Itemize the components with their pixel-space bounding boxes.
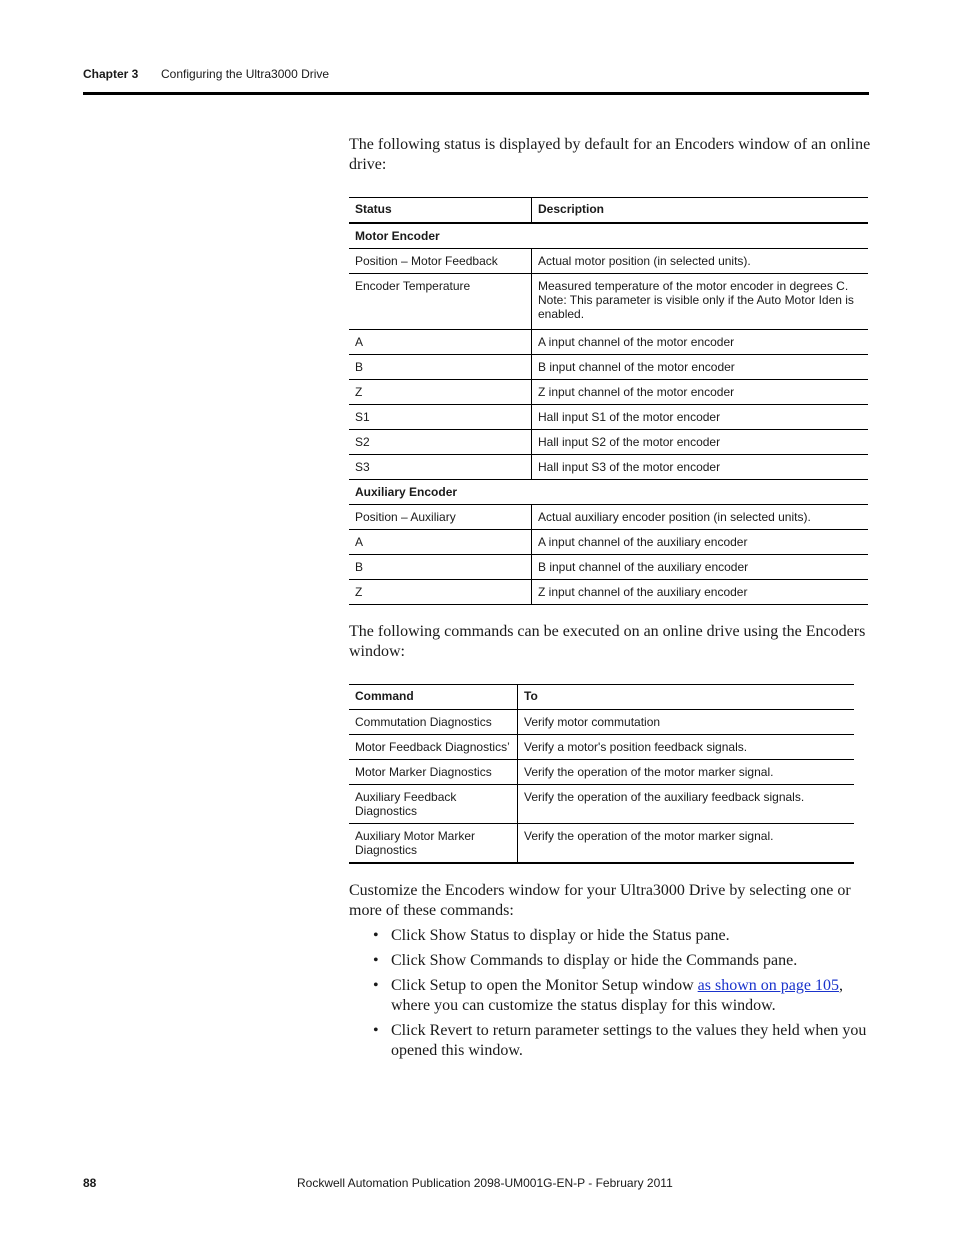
status-cell: Z xyxy=(349,580,532,605)
table-row xyxy=(349,785,854,824)
status-cell: A xyxy=(349,530,532,555)
description-line: A input channel of the auxiliary encoder xyxy=(538,535,748,549)
table-row xyxy=(349,330,868,355)
status-intro-paragraph: The following status is displayed by default for an Encoders window of an online drive: xyxy=(349,136,871,173)
table-row xyxy=(349,824,854,864)
bullet-icon: • xyxy=(373,977,379,994)
status-section-row xyxy=(349,223,868,249)
command-table xyxy=(349,684,854,864)
description-line: Measured temperature of the motor encoder in degrees C. xyxy=(538,279,849,293)
description-cell xyxy=(532,355,869,380)
section-title: Auxiliary Encoder xyxy=(349,480,868,505)
table-row xyxy=(349,555,868,580)
command-bullet-list xyxy=(349,926,871,1066)
status-cell: Z xyxy=(349,380,532,405)
to-cell: Verify the operation of the auxiliary feedback signals. xyxy=(518,785,855,824)
command-cell: Motor Marker Diagnostics xyxy=(349,760,518,785)
bullet-icon: • xyxy=(373,1022,379,1039)
bullet-show-status: • Click Show Status to display or hide the Status pane. xyxy=(373,927,730,944)
description-line: Z input channel of the auxiliary encoder xyxy=(538,585,748,599)
description-line: Actual auxiliary encoder position (in selected units). xyxy=(538,510,811,524)
table-row xyxy=(349,405,868,430)
status-column-header: Status xyxy=(349,198,532,224)
table-row xyxy=(349,455,868,480)
section-title: Motor Encoder xyxy=(349,223,868,249)
table-row xyxy=(349,380,868,405)
table-row xyxy=(349,505,868,530)
description-cell xyxy=(532,274,869,330)
description-cell xyxy=(532,555,869,580)
status-cell: B xyxy=(349,555,532,580)
description-line: Z input channel of the motor encoder xyxy=(538,385,735,399)
bullet-icon: • xyxy=(373,927,379,944)
table-row xyxy=(349,430,868,455)
command-cell: Motor Feedback Diagnostics’ xyxy=(349,735,518,760)
status-table-body xyxy=(349,223,868,605)
status-cell: Encoder Temperature xyxy=(349,274,532,330)
description-cell xyxy=(532,249,869,274)
page-reference-link[interactable]: as shown on page 105 xyxy=(697,977,839,994)
to-cell: Verify motor commutation xyxy=(518,710,855,735)
status-section-row xyxy=(349,480,868,505)
to-cell: Verify the operation of the motor marker signal. xyxy=(518,760,855,785)
description-line: Hall input S2 of the motor encoder xyxy=(538,435,721,449)
description-cell xyxy=(532,455,869,480)
command-cell: Commutation Diagnostics xyxy=(349,710,518,735)
bullet-show-commands: • Click Show Commands to display or hide the Commands pane. xyxy=(373,952,798,969)
description-cell xyxy=(532,580,869,605)
description-line: Note: This parameter is visible only if the Auto Motor Iden is enabled. xyxy=(538,293,854,321)
chapter-label: Chapter 3 xyxy=(83,67,139,81)
description-cell xyxy=(532,530,869,555)
publication-info: Rockwell Automation Publication 2098-UM001G-EN-P - February 2011 xyxy=(297,1176,673,1190)
description-line: Hall input S1 of the motor encoder xyxy=(538,410,721,424)
customize-intro-paragraph: Customize the Encoders window for your Ultra3000 Drive by selecting one or more of these commands: xyxy=(349,882,851,919)
description-line: A input channel of the motor encoder xyxy=(538,335,735,349)
page-header xyxy=(83,66,869,95)
command-table-body xyxy=(349,710,854,864)
status-cell: S2 xyxy=(349,430,532,455)
description-cell xyxy=(532,505,869,530)
table-row xyxy=(349,710,854,735)
status-cell: Position – Motor Feedback xyxy=(349,249,532,274)
to-cell: Verify a motor's position feedback signals. xyxy=(518,735,855,760)
table-row xyxy=(349,530,868,555)
bullet-revert: • Click Revert to return parameter settings to the values they held when you opened this window. xyxy=(373,1022,867,1059)
status-cell: A xyxy=(349,330,532,355)
command-column-header: Command xyxy=(349,685,518,710)
status-table-header-row xyxy=(349,198,868,224)
to-column-header: To xyxy=(518,685,855,710)
table-row xyxy=(349,735,854,760)
command-cell: Auxiliary Feedback Diagnostics xyxy=(349,785,518,824)
status-cell: B xyxy=(349,355,532,380)
description-cell xyxy=(532,330,869,355)
status-cell: S1 xyxy=(349,405,532,430)
chapter-title: Configuring the Ultra3000 Drive xyxy=(161,67,330,81)
table-row xyxy=(349,355,868,380)
to-cell: Verify the operation of the motor marker signal. xyxy=(518,824,855,864)
table-row xyxy=(349,249,868,274)
description-line: B input channel of the motor encoder xyxy=(538,360,735,374)
description-line: Actual motor position (in selected units). xyxy=(538,254,751,268)
description-line: B input channel of the auxiliary encoder xyxy=(538,560,749,574)
description-cell xyxy=(532,380,869,405)
command-cell: Auxiliary Motor Marker Diagnostics xyxy=(349,824,518,864)
table-row xyxy=(349,274,868,330)
status-table xyxy=(349,197,868,605)
commands-intro-paragraph: The following commands can be executed on an online drive using the Encoders window: xyxy=(349,623,866,660)
description-column-header: Description xyxy=(532,198,869,224)
description-cell xyxy=(532,405,869,430)
description-cell xyxy=(532,430,869,455)
description-line: Hall input S3 of the motor encoder xyxy=(538,460,721,474)
table-row xyxy=(349,580,868,605)
page-number: 88 xyxy=(83,1176,97,1190)
bullet-setup: • Click Setup to open the Monitor Setup window as shown on page 105, where you can customize the status display for this window. xyxy=(373,977,843,1014)
bullet-icon: • xyxy=(373,952,379,969)
status-cell: Position – Auxiliary xyxy=(349,505,532,530)
table-row xyxy=(349,760,854,785)
status-cell: S3 xyxy=(349,455,532,480)
command-table-header-row xyxy=(349,685,854,710)
